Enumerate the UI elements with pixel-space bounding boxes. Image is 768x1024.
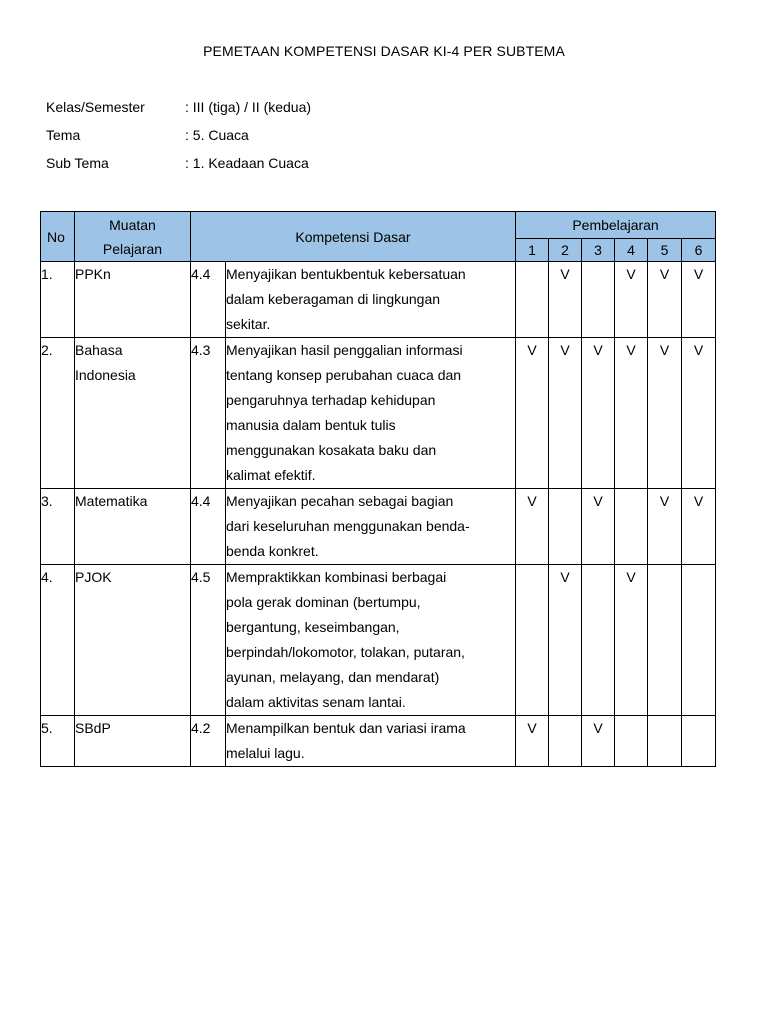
check-cell-3: V	[582, 716, 615, 767]
subject-cell	[75, 338, 191, 489]
check-cell-2: V	[549, 565, 582, 716]
check-cell-2	[549, 489, 582, 565]
row-number: 5.	[41, 716, 75, 767]
kd-code: 4.3	[191, 338, 226, 489]
kd-description	[226, 489, 516, 565]
check-cell-6: V	[682, 489, 716, 565]
kd-description-line: sekitar.	[226, 316, 271, 332]
kd-description-line: dari keseluruhan menggunakan benda-	[226, 518, 470, 534]
kd-description-line: berpindah/lokomotor, tolakan, putaran,	[226, 644, 465, 660]
check-cell-6: V	[682, 338, 716, 489]
kd-description-line: dalam keberagaman di lingkungan	[226, 291, 441, 307]
check-cell-1	[516, 565, 549, 716]
check-cell-5: V	[648, 262, 682, 338]
check-cell-4: V	[615, 565, 648, 716]
check-cell-4	[615, 716, 648, 767]
kd-description-line: bergantung, keseimbangan,	[226, 619, 400, 635]
meta-value: : 5. Cuaca	[185, 127, 249, 143]
kd-description-line: Mempraktikkan kombinasi berbagai	[226, 569, 447, 585]
check-cell-5: V	[648, 489, 682, 565]
kd-description-line: dalam aktivitas senam lantai.	[226, 694, 406, 710]
check-cell-5	[648, 716, 682, 767]
check-cell-1: V	[516, 716, 549, 767]
kd-description-line: benda konkret.	[226, 543, 319, 559]
check-cell-4	[615, 489, 648, 565]
subject-name-line: SBdP	[75, 720, 111, 736]
check-cell-1: V	[516, 338, 549, 489]
header-col-4: 4	[615, 239, 648, 262]
subject-name-line: PJOK	[75, 569, 112, 585]
kd-description-line: pengaruhnya terhadap kehidupan	[226, 392, 436, 408]
check-cell-4: V	[615, 262, 648, 338]
check-cell-2	[549, 716, 582, 767]
check-cell-3: V	[582, 338, 615, 489]
check-cell-1	[516, 262, 549, 338]
table-row	[41, 489, 716, 565]
header-col-2: 2	[549, 239, 582, 262]
kd-description-line: menggunakan kosakata baku dan	[226, 442, 437, 458]
header-no: No	[41, 212, 75, 262]
subject-cell	[75, 489, 191, 565]
check-cell-2: V	[549, 262, 582, 338]
kd-description-line: Menyajikan bentukbentuk kebersatuan	[226, 266, 466, 282]
check-cell-3: V	[582, 489, 615, 565]
subject-cell	[75, 565, 191, 716]
header-muatan-line1: Muatan	[109, 216, 156, 233]
kd-description	[226, 338, 516, 489]
check-cell-4: V	[615, 338, 648, 489]
meta-label: Sub Tema	[46, 155, 109, 171]
check-cell-5: V	[648, 338, 682, 489]
row-number: 4.	[41, 565, 75, 716]
kd-description-line: manusia dalam bentuk tulis	[226, 417, 396, 433]
kd-description	[226, 262, 516, 338]
header-pembelajaran: Pembelajaran	[516, 212, 716, 239]
row-number: 3.	[41, 489, 75, 565]
kd-description-line: kalimat efektif.	[226, 467, 316, 483]
check-cell-3	[582, 565, 615, 716]
kd-description	[226, 565, 516, 716]
meta-value: : III (tiga) / II (kedua)	[185, 99, 312, 115]
table-row	[41, 565, 716, 716]
meta-label: Tema	[46, 127, 81, 143]
kd-description-line: pola gerak dominan (bertumpu,	[226, 594, 421, 610]
kd-description-line: ayunan, melayang, dan mendarat)	[226, 669, 440, 685]
check-cell-5	[648, 565, 682, 716]
header-col-5: 5	[648, 239, 682, 262]
kd-code: 4.5	[191, 565, 226, 716]
check-cell-2: V	[549, 338, 582, 489]
table-row	[41, 338, 716, 489]
kd-description-line: Menampilkan bentuk dan variasi irama	[226, 720, 466, 736]
header-muatan-line2: Pelajaran	[102, 240, 163, 257]
table-row	[41, 262, 716, 338]
meta-value: : 1. Keadaan Cuaca	[185, 155, 309, 171]
kd-code: 4.4	[191, 489, 226, 565]
header-col-6: 6	[682, 239, 716, 262]
check-cell-6	[682, 565, 716, 716]
check-cell-1: V	[516, 489, 549, 565]
kd-description	[226, 716, 516, 767]
row-number: 1.	[41, 262, 75, 338]
header-col-1: 1	[516, 239, 549, 262]
table-header	[41, 212, 716, 262]
table-body	[41, 262, 716, 767]
competency-table	[40, 211, 716, 767]
document-title: PEMETAAN KOMPETENSI DASAR KI-4 PER SUBTEMA	[203, 43, 565, 59]
kd-code: 4.2	[191, 716, 226, 767]
check-cell-3	[582, 262, 615, 338]
row-number: 2.	[41, 338, 75, 489]
subject-name-line: Matematika	[75, 493, 148, 509]
kd-description-line: tentang konsep perubahan cuaca dan	[226, 367, 462, 383]
subject-cell	[75, 262, 191, 338]
subject-name-line: PPKn	[75, 266, 111, 282]
subject-cell	[75, 716, 191, 767]
meta-label: Kelas/Semester	[46, 99, 145, 115]
header-muatan	[75, 212, 191, 262]
subject-name-line: Indonesia	[75, 367, 136, 383]
table-row	[41, 716, 716, 767]
kd-description-line: melalui lagu.	[226, 745, 305, 761]
kd-description-line: Menyajikan pecahan sebagai bagian	[226, 493, 454, 509]
check-cell-6	[682, 716, 716, 767]
kd-description-line: Menyajikan hasil penggalian informasi	[226, 342, 463, 358]
kd-code: 4.4	[191, 262, 226, 338]
header-kompetensi: Kompetensi Dasar	[191, 212, 516, 262]
check-cell-6: V	[682, 262, 716, 338]
subject-name-line: Bahasa	[75, 342, 123, 358]
header-col-3: 3	[582, 239, 615, 262]
